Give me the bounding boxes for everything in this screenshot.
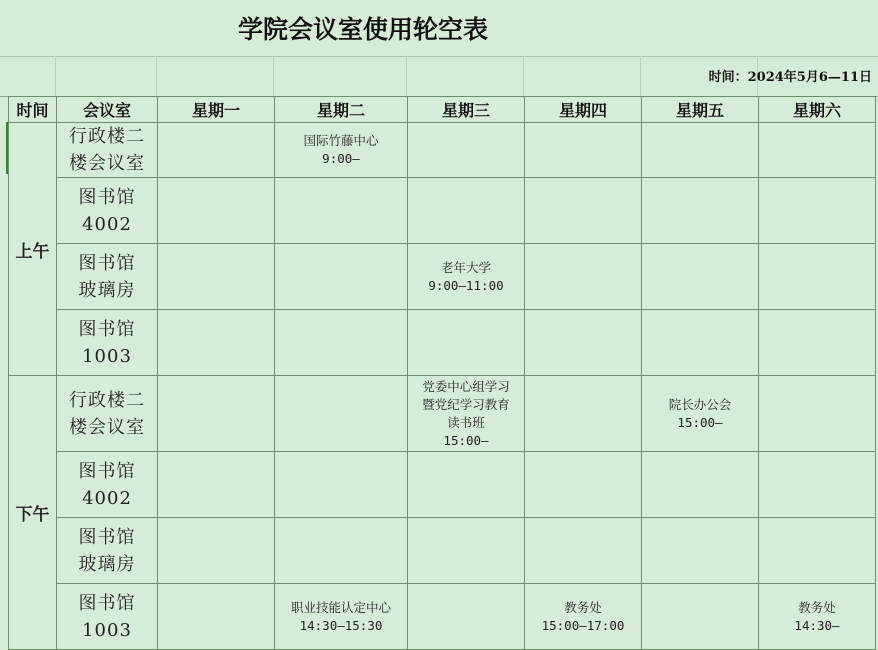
event-name-line1: 党委中心组学习	[422, 378, 510, 394]
cell-empty[interactable]	[275, 310, 408, 376]
event-cell[interactable]	[525, 584, 642, 650]
gridline	[156, 56, 157, 96]
header-tue[interactable]: 星期二	[275, 97, 408, 123]
date-row	[0, 56, 878, 97]
event-time: 14:30—15:30	[299, 617, 383, 633]
event-name: 老年大学	[440, 259, 491, 275]
gridline	[640, 56, 641, 96]
room-name-line1: 图书馆	[78, 460, 136, 482]
cell-empty[interactable]	[759, 244, 876, 310]
event-time: 15:00—	[677, 414, 723, 430]
room-cell[interactable]	[57, 376, 158, 452]
cell-empty[interactable]	[158, 518, 275, 584]
header-row	[9, 97, 876, 123]
cell-empty[interactable]	[525, 376, 642, 452]
cell-empty[interactable]	[158, 123, 275, 178]
cell-empty[interactable]	[275, 178, 408, 244]
cell-empty[interactable]	[158, 376, 275, 452]
cell-empty[interactable]	[642, 123, 759, 178]
header-thu[interactable]: 星期四	[525, 97, 642, 123]
cell-empty[interactable]	[642, 310, 759, 376]
table-row	[9, 584, 876, 650]
cell-empty[interactable]	[525, 518, 642, 584]
event-name: 教务处	[798, 599, 836, 615]
room-cell[interactable]	[57, 518, 158, 584]
period-morning[interactable]: 上午	[9, 123, 57, 376]
cell-empty[interactable]	[759, 310, 876, 376]
room-cell[interactable]	[57, 244, 158, 310]
table-row	[9, 244, 876, 310]
cell-empty[interactable]	[408, 518, 525, 584]
room-name-line1: 图书馆	[78, 526, 136, 548]
cell-empty[interactable]	[525, 452, 642, 518]
room-name-line1: 图书馆	[78, 318, 136, 340]
cell-empty[interactable]	[408, 178, 525, 244]
cell-empty[interactable]	[642, 452, 759, 518]
cell-empty[interactable]	[759, 123, 876, 178]
event-name-line2: 暨党纪学习教育	[422, 396, 510, 412]
event-name: 教务处	[564, 599, 602, 615]
room-name-line2: 1003	[82, 619, 132, 641]
date-range: 时间：2024年5月6—11日	[708, 70, 872, 85]
room-name-line2: 楼会议室	[69, 416, 145, 438]
room-name-line1: 行政楼二	[69, 389, 145, 411]
event-time: 9:00—11:00	[428, 277, 504, 293]
cell-empty[interactable]	[759, 452, 876, 518]
gridline	[55, 56, 56, 96]
cell-empty[interactable]	[158, 178, 275, 244]
event-time: 14:30—	[794, 617, 840, 633]
period-afternoon[interactable]: 下午	[9, 376, 57, 650]
header-wed[interactable]: 星期三	[408, 97, 525, 123]
room-name-line1: 行政楼二	[69, 126, 145, 147]
table-row	[9, 123, 876, 178]
event-time: 9:00—	[322, 151, 360, 166]
cell-empty[interactable]	[759, 178, 876, 244]
cell-empty[interactable]	[525, 178, 642, 244]
room-cell[interactable]	[57, 123, 158, 178]
cell-empty[interactable]	[158, 584, 275, 650]
event-name: 国际竹藤中心	[303, 133, 379, 148]
cell-empty[interactable]	[525, 244, 642, 310]
cell-empty[interactable]	[408, 452, 525, 518]
cell-empty[interactable]	[642, 244, 759, 310]
cell-empty[interactable]	[642, 178, 759, 244]
header-fri[interactable]: 星期五	[642, 97, 759, 123]
table-row	[9, 518, 876, 584]
page-title: 学院会议室使用轮空表	[238, 15, 489, 44]
cell-empty[interactable]	[158, 244, 275, 310]
event-cell[interactable]	[408, 376, 525, 452]
cell-empty[interactable]	[408, 123, 525, 178]
room-name-line2: 4002	[82, 487, 132, 509]
room-name-line2: 楼会议室	[69, 153, 145, 174]
table-row	[9, 310, 876, 376]
cell-empty[interactable]	[275, 376, 408, 452]
header-sat[interactable]: 星期六	[759, 97, 876, 123]
cell-empty[interactable]	[275, 518, 408, 584]
room-cell[interactable]	[57, 178, 158, 244]
gridline	[406, 56, 407, 96]
room-cell[interactable]	[57, 452, 158, 518]
title-row	[0, 0, 878, 57]
gridline	[273, 56, 274, 96]
cell-empty[interactable]	[642, 584, 759, 650]
event-cell[interactable]	[275, 123, 408, 178]
event-cell[interactable]	[759, 584, 876, 650]
room-name-line1: 图书馆	[78, 186, 136, 208]
room-name-line1: 图书馆	[78, 252, 136, 274]
table-row	[9, 178, 876, 244]
cell-empty[interactable]	[759, 376, 876, 452]
header-time[interactable]: 时间	[9, 97, 57, 123]
event-name: 院长办公会	[668, 396, 732, 412]
room-name-line2: 玻璃房	[78, 553, 136, 575]
cell-empty[interactable]	[642, 518, 759, 584]
event-name-line3: 读书班	[447, 414, 485, 430]
event-cell[interactable]	[275, 584, 408, 650]
header-mon[interactable]: 星期一	[158, 97, 275, 123]
room-cell[interactable]	[57, 584, 158, 650]
room-name-line1: 图书馆	[78, 592, 136, 614]
event-name: 职业技能认定中心	[290, 599, 391, 615]
gridline	[523, 56, 524, 96]
room-cell[interactable]	[57, 310, 158, 376]
header-room[interactable]: 会议室	[57, 97, 158, 123]
event-time: 15:00—	[443, 432, 489, 448]
event-cell[interactable]	[642, 376, 759, 452]
cell-empty[interactable]	[158, 310, 275, 376]
cell-empty[interactable]	[275, 244, 408, 310]
event-time: 15:00—17:00	[541, 617, 625, 633]
event-cell[interactable]	[408, 244, 525, 310]
table-row	[9, 452, 876, 518]
cell-empty[interactable]	[525, 310, 642, 376]
cell-empty[interactable]	[408, 584, 525, 650]
schedule-table	[8, 96, 876, 650]
cell-empty[interactable]	[525, 123, 642, 178]
room-name-line2: 玻璃房	[78, 279, 136, 301]
table-row	[9, 376, 876, 452]
room-name-line2: 1003	[82, 345, 132, 367]
cell-empty[interactable]	[408, 310, 525, 376]
cell-empty[interactable]	[158, 452, 275, 518]
cell-empty[interactable]	[759, 518, 876, 584]
room-name-line2: 4002	[82, 213, 132, 235]
cell-empty[interactable]	[275, 452, 408, 518]
